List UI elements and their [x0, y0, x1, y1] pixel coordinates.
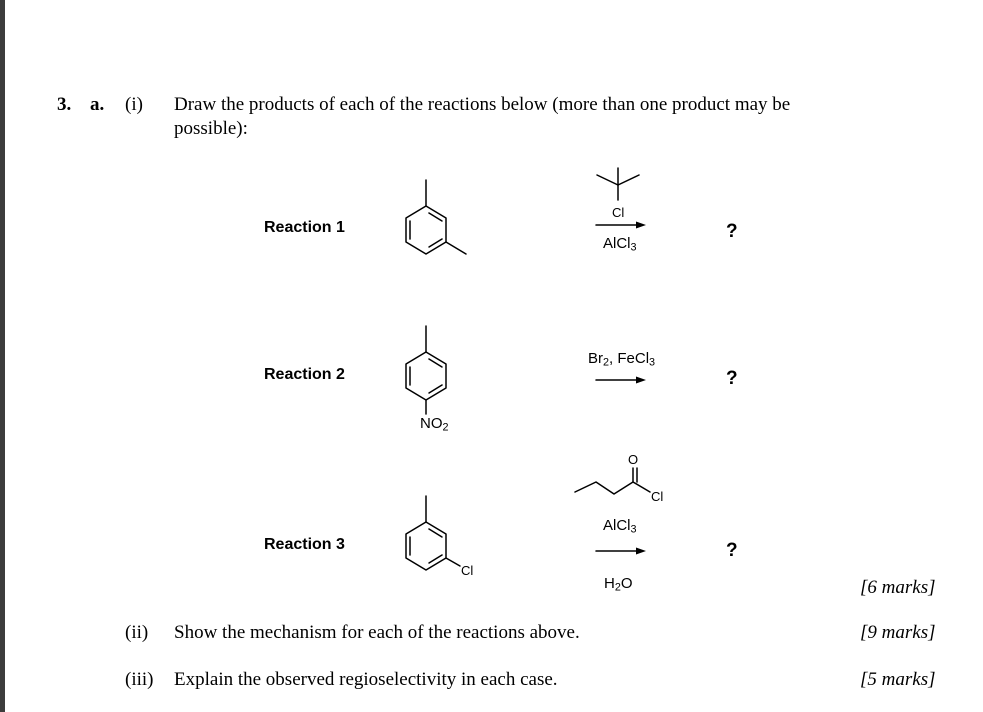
reaction-1-product-placeholder: ?	[726, 221, 738, 242]
subpart-i-label: (i)	[125, 94, 143, 115]
tert-butyl-chloride-structure	[597, 168, 639, 200]
o-xylene-structure	[406, 180, 466, 254]
reaction-2-arrow	[596, 377, 646, 384]
reaction-3-workup: $H_2O$	[604, 575, 633, 594]
question-prompt-line1: Draw the products of each of the reactions below (more than one product may be	[174, 94, 791, 115]
marks-part-i: [6 marks]	[860, 577, 936, 598]
reaction-2-product-placeholder: ?	[726, 368, 738, 389]
reaction-2-reagents: $Br_2$, FeCl$_3$	[588, 350, 656, 369]
acyl-chloride-cl-label: Cl	[651, 489, 664, 504]
question-prompt-line2: possible):	[174, 118, 248, 139]
chlorotoluene-structure	[406, 496, 460, 570]
carbonyl-oxygen-label: O	[628, 452, 639, 467]
chloro-substituent-label: Cl	[461, 563, 474, 578]
marks-part-iii: [5 marks]	[860, 669, 936, 690]
reaction-1-reagent-cl: Cl	[612, 205, 625, 220]
reaction-1-arrow	[596, 222, 646, 229]
nitro-group-label: $NO_2$	[420, 415, 449, 434]
question-number: 3.	[57, 94, 72, 115]
marks-part-ii: [9 marks]	[860, 622, 936, 643]
subpart-iii-text: Explain the observed regioselectivity in each case.	[174, 669, 558, 690]
nitrotoluene-structure	[406, 326, 446, 414]
reaction-3-product-placeholder: ?	[726, 540, 738, 561]
subpart-ii-text: Show the mechanism for each of the reactions above.	[174, 622, 580, 643]
butanoyl-chloride-structure	[575, 468, 650, 494]
reaction-1-catalyst: AlCl$_3$	[603, 235, 637, 254]
question-part: a.	[90, 94, 105, 115]
subpart-iii-label: (iii)	[125, 669, 154, 690]
reaction-3-catalyst: AlCl$_3$	[603, 517, 637, 536]
reaction-2-label: Reaction 2	[264, 366, 345, 383]
reaction-3-label: Reaction 3	[264, 536, 345, 553]
reaction-1-label: Reaction 1	[264, 219, 345, 236]
subpart-ii-label: (ii)	[125, 622, 149, 643]
reaction-3-arrow	[596, 548, 646, 555]
